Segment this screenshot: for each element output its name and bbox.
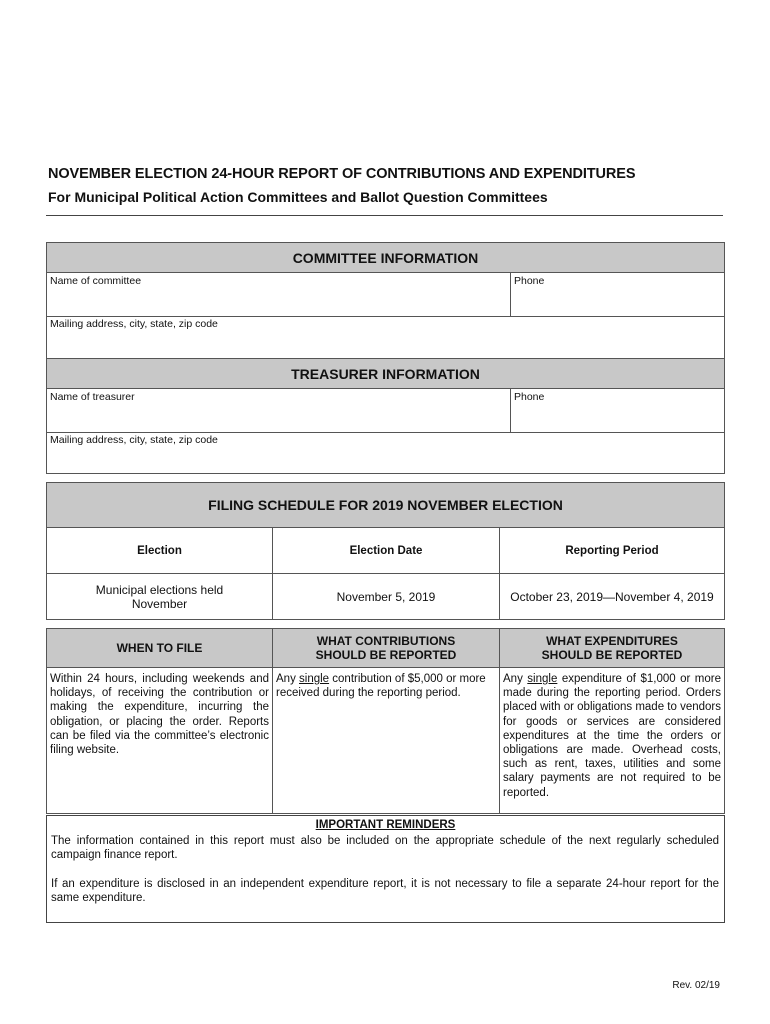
committee-treasurer-section bbox=[46, 242, 725, 474]
when-to-file-header: WHEN TO FILE bbox=[116, 641, 203, 655]
divider bbox=[510, 389, 511, 432]
committee-phone-field[interactable] bbox=[511, 273, 724, 316]
contrib-underlined: single bbox=[299, 673, 330, 685]
schedule-col-election-date: Election Date bbox=[349, 544, 423, 557]
expend-underlined: single bbox=[527, 673, 558, 685]
treasurer-address-label: Mailing address, city, state, zip code bbox=[50, 434, 218, 446]
contrib-prefix: Any bbox=[276, 673, 300, 685]
schedule-col-election: Election bbox=[137, 544, 182, 557]
committee-name-field[interactable] bbox=[47, 273, 511, 316]
reporting-rules-section bbox=[46, 628, 725, 814]
treasurer-heading: TREASURER INFORMATION bbox=[47, 359, 724, 389]
form-title: NOVEMBER ELECTION 24-HOUR REPORT OF CONTRIBUTIONS AND EXPENDITURES bbox=[48, 166, 636, 182]
expenditures-header: WHAT EXPENDITURES SHOULD BE REPORTED bbox=[541, 634, 683, 662]
header-divider bbox=[46, 215, 723, 216]
form-subtitle: For Municipal Political Action Committees and Ballot Question Committees bbox=[48, 189, 548, 205]
reminders-heading: IMPORTANT REMINDERS bbox=[315, 819, 456, 831]
filing-schedule-section bbox=[46, 482, 725, 620]
treasurer-address-field[interactable] bbox=[47, 432, 724, 473]
committee-phone-label: Phone bbox=[514, 275, 545, 287]
treasurer-name-label: Name of treasurer bbox=[50, 391, 135, 403]
reminder-paragraph-1: The information contained in this report must also be included on the appropriate schedule of the next regularly scheduled campaign finance report. bbox=[51, 835, 719, 862]
treasurer-phone-field[interactable] bbox=[511, 389, 724, 432]
reminder-paragraph-2: If an expenditure is disclosed in an independent expenditure report, it is not necessary to file a separate 24-hour report for the same expenditure. bbox=[51, 878, 719, 905]
committee-name-label: Name of committee bbox=[50, 275, 142, 287]
schedule-date-value: November 5, 2019 bbox=[336, 589, 436, 604]
contributions-text bbox=[273, 670, 499, 702]
schedule-heading: FILING SCHEDULE FOR 2019 NOVEMBER ELECTION bbox=[47, 483, 724, 528]
revision-label: Rev. 02/19 bbox=[672, 980, 720, 991]
treasurer-phone-label: Phone bbox=[514, 391, 545, 403]
committee-heading: COMMITTEE INFORMATION bbox=[47, 243, 724, 273]
schedule-col-reporting-period: Reporting Period bbox=[565, 544, 659, 557]
divider bbox=[47, 667, 724, 668]
expend-prefix: Any bbox=[503, 673, 528, 685]
committee-address-label: Mailing address, city, state, zip code bbox=[50, 318, 218, 330]
expenditures-text bbox=[500, 670, 724, 802]
divider bbox=[510, 273, 511, 316]
committee-address-field[interactable] bbox=[47, 316, 724, 358]
contrib-rest: contribution of $5,000 or more received during the reporting period. bbox=[276, 673, 486, 700]
important-reminders-section bbox=[46, 815, 725, 923]
when-to-file-text: Within 24 hours, including weekends and holidays, of receiving the contribution or making the expenditure, incurring the obligation, or placing the order. Reports can be filed via the committee’s electronic filing website. bbox=[50, 673, 269, 757]
contributions-header: WHAT CONTRIBUTIONS SHOULD BE REPORTED bbox=[315, 634, 457, 662]
schedule-election-value: Municipal elections held November bbox=[95, 582, 224, 611]
schedule-period-value: October 23, 2019—November 4, 2019 bbox=[510, 589, 714, 604]
treasurer-name-field[interactable] bbox=[47, 389, 511, 432]
expend-rest: expenditure of $1,000 or more made during the reporting period. Orders placed with or obligations made to vendors for goods or services are considered expenditures at the time the orders or obligations are made. Overhead costs, such as rent, taxes, utilities and some salary payments are not required to be reported. bbox=[503, 673, 721, 799]
